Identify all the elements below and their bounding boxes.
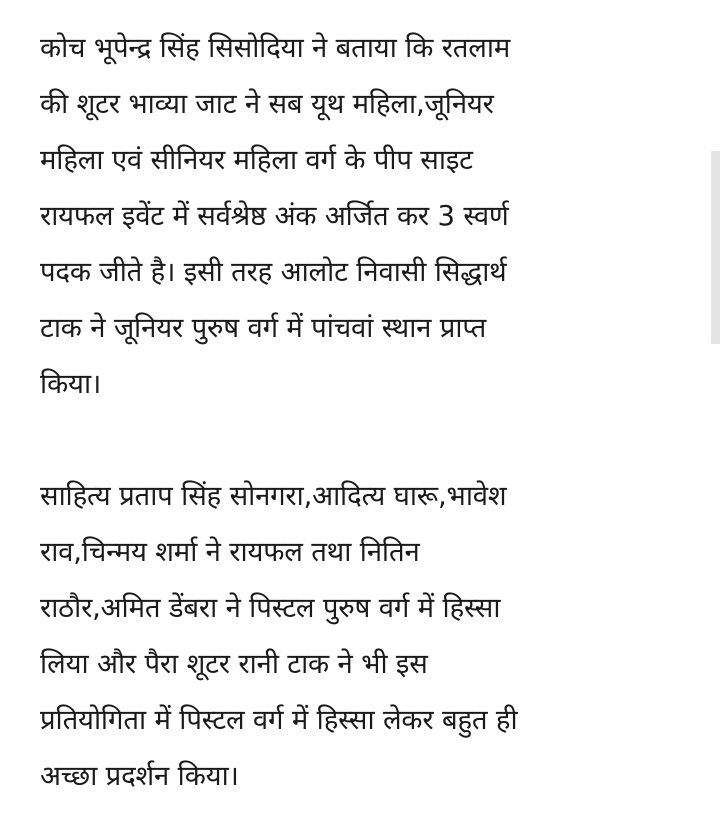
text-line: अच्छा प्रदर्शन किया।	[40, 760, 239, 792]
text-line: रायफल इवेंट में सर्वश्रेष्ठ अंक अर्जित कर 3 स्वर्ण	[40, 200, 509, 232]
text-line: पदक जीते है। इसी तरह आलोट निवासी सिद्धार्थ	[40, 256, 507, 288]
paragraph-participants	[40, 468, 690, 804]
text-line: साहित्य प्रताप सिंह सोनगरा,आदित्य घारू,भावेश	[40, 480, 507, 512]
text-line: प्रतियोगिता में पिस्टल वर्ग में हिस्सा लेकर बहुत ही	[40, 704, 518, 736]
text-line: कोच भूपेन्द्र सिंह सिसोदिया ने बताया कि रतलाम	[40, 32, 511, 64]
text-line: की शूटर भाव्या जाट ने सब यूथ महिला,जूनियर	[40, 88, 494, 120]
text-line: टाक ने जूनियर पुरुष वर्ग में पांचवां स्थान प्राप्त	[40, 312, 487, 344]
text-line: राव,चिन्मय शर्मा ने रायफल तथा नितिन	[40, 536, 420, 568]
text-line: लिया और पैरा शूटर रानी टाक ने भी इस	[40, 648, 428, 680]
paragraph-coach-report	[40, 20, 690, 412]
scrollbar-thumb[interactable]	[711, 151, 720, 344]
text-line: राठौर,अमित डेंबरा ने पिस्टल पुरुष वर्ग में हिस्सा	[40, 592, 501, 624]
text-line: महिला एवं सीनियर महिला वर्ग के पीप साइट	[40, 144, 473, 176]
text-line: किया।	[40, 368, 102, 400]
article-body	[40, 20, 690, 804]
